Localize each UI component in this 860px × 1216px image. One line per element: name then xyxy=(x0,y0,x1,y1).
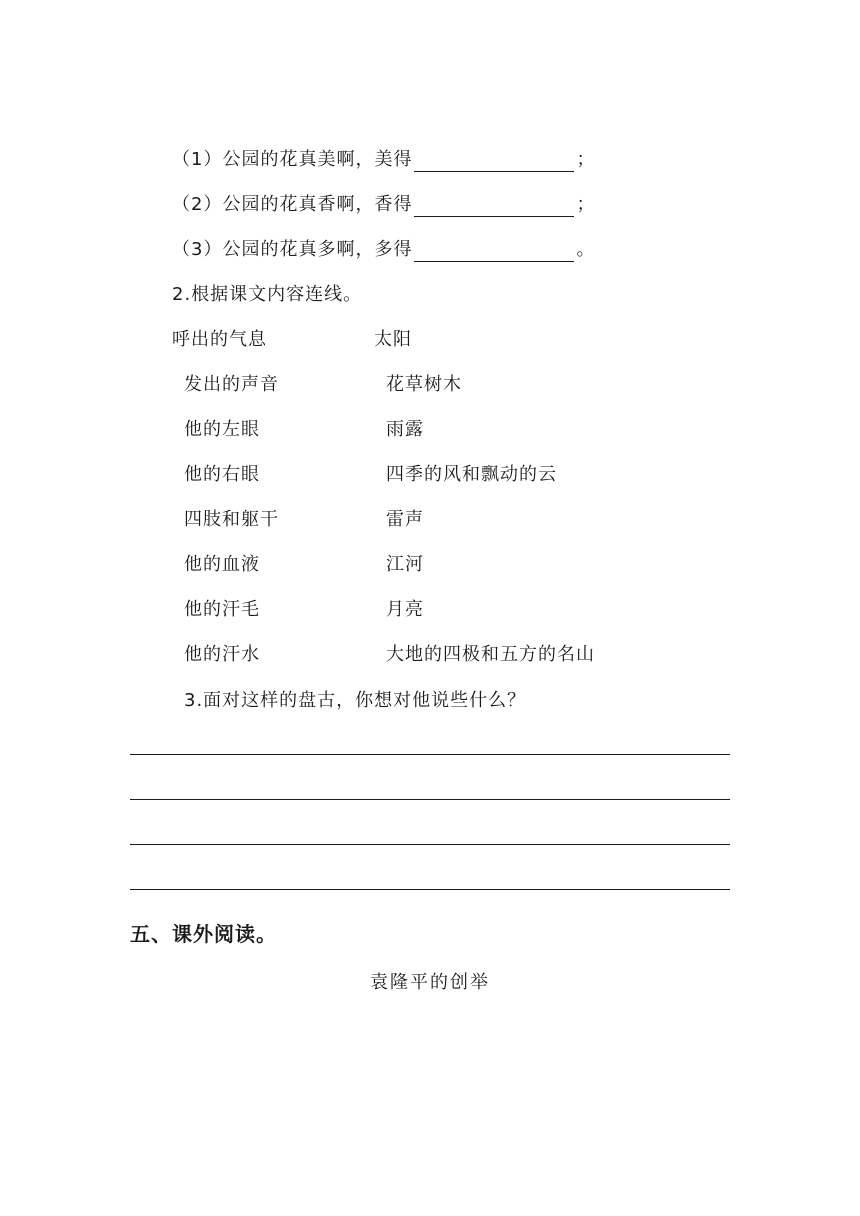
match-left-item[interactable]: 四肢和躯干 xyxy=(184,509,279,530)
match-right-item[interactable]: 月亮 xyxy=(386,599,424,620)
fill-in-prefix: （3）公园的花真多啊，多得 xyxy=(172,239,413,260)
answer-writing-line[interactable] xyxy=(130,799,730,800)
fill-in-item-3 xyxy=(172,238,595,262)
match-right-item[interactable]: 花草树木 xyxy=(386,374,462,395)
answer-blank[interactable] xyxy=(414,243,574,262)
match-left-item[interactable]: 他的血液 xyxy=(184,554,260,575)
fill-in-item-2 xyxy=(172,193,595,217)
fill-in-suffix: ； xyxy=(576,194,596,215)
match-left-item[interactable]: 他的汗毛 xyxy=(184,599,260,620)
section-heading: 五、课外阅读。 xyxy=(130,922,277,946)
fill-in-suffix: 。 xyxy=(576,239,596,260)
fill-in-prefix: （1）公园的花真美啊，美得 xyxy=(172,149,413,170)
answer-writing-line[interactable] xyxy=(130,754,730,755)
match-right-item[interactable]: 雨露 xyxy=(386,419,424,440)
match-right-item[interactable]: 四季的风和飘动的云 xyxy=(386,464,557,485)
answer-blank[interactable] xyxy=(414,153,574,172)
match-right-item[interactable]: 太阳 xyxy=(374,329,412,350)
fill-in-suffix: ； xyxy=(576,149,596,170)
reading-title: 袁隆平的创举 xyxy=(370,972,490,993)
question-3-label: 3.面对这样的盘古，你想对他说些什么？ xyxy=(184,690,527,711)
fill-in-item-1 xyxy=(172,148,595,172)
answer-writing-line[interactable] xyxy=(130,844,730,845)
question-2-label: 2.根据课文内容连线。 xyxy=(172,284,363,305)
match-left-item[interactable]: 他的右眼 xyxy=(184,464,260,485)
match-left-item[interactable]: 呼出的气息 xyxy=(172,329,267,350)
fill-in-prefix: （2）公园的花真香啊，香得 xyxy=(172,194,413,215)
match-right-item[interactable]: 雷声 xyxy=(386,509,424,530)
answer-blank[interactable] xyxy=(414,198,574,217)
match-right-item[interactable]: 大地的四极和五方的名山 xyxy=(386,644,595,665)
match-right-item[interactable]: 江河 xyxy=(386,554,424,575)
match-left-item[interactable]: 他的左眼 xyxy=(184,419,260,440)
match-left-item[interactable]: 他的汗水 xyxy=(184,644,260,665)
match-left-item[interactable]: 发出的声音 xyxy=(184,374,279,395)
answer-writing-line[interactable] xyxy=(130,889,730,890)
